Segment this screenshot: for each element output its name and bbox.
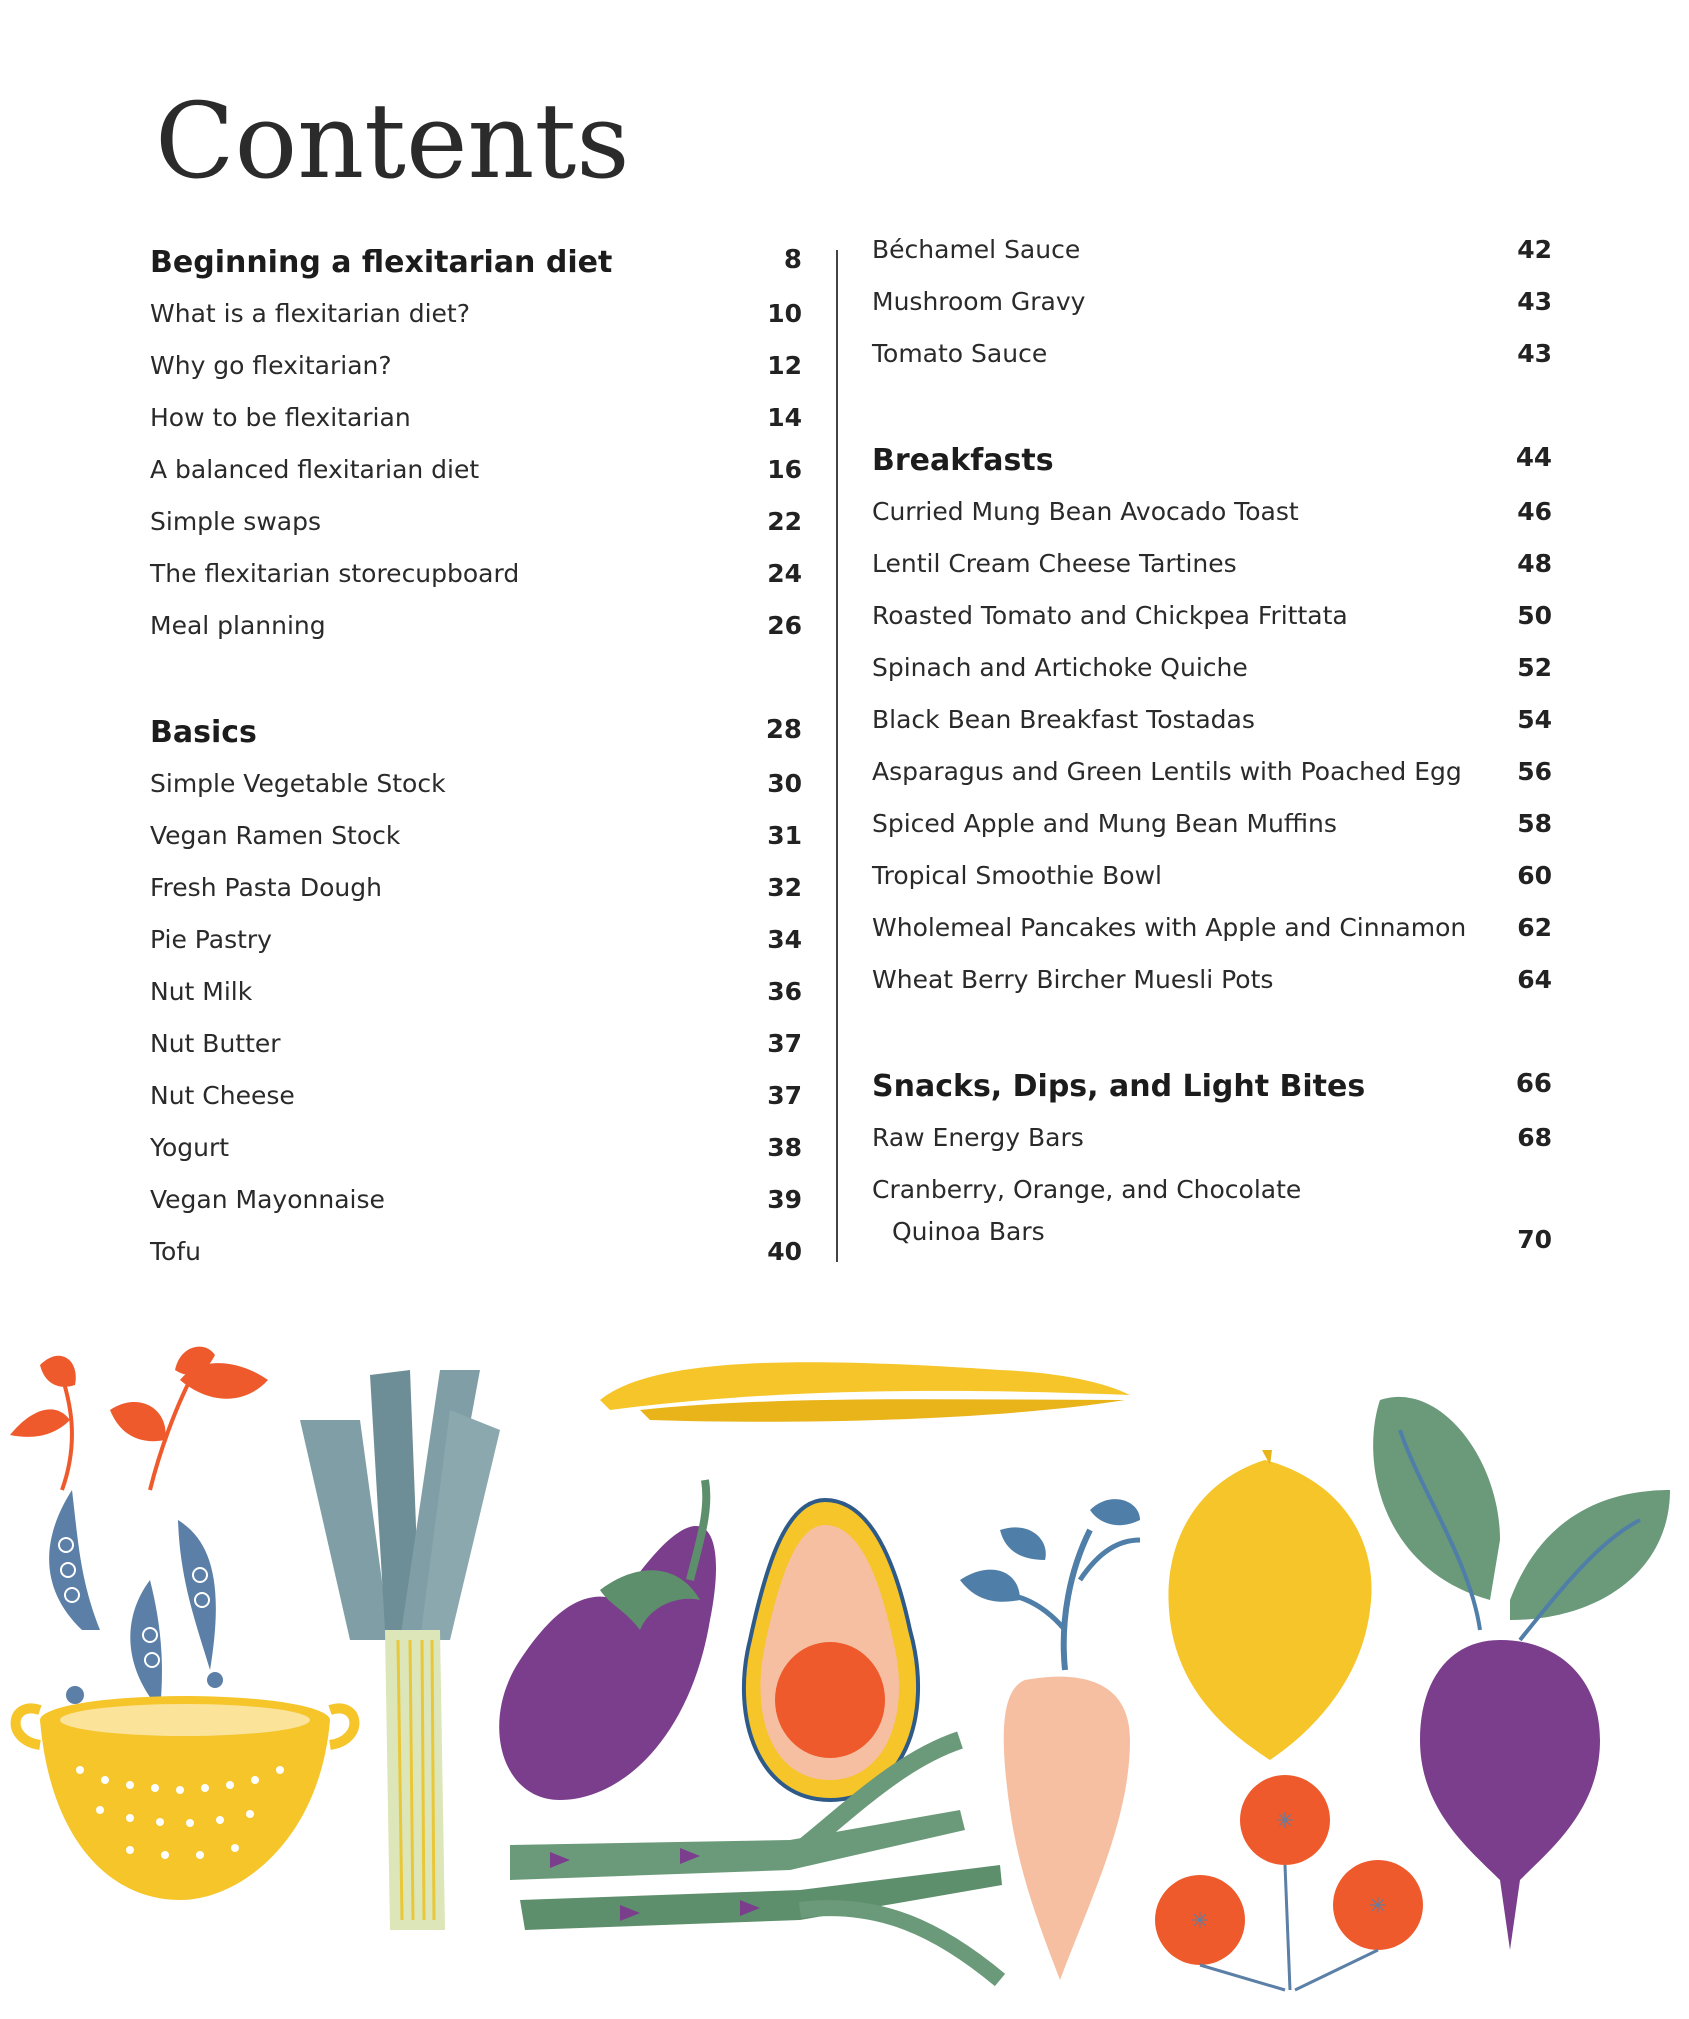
toc-entry[interactable]: Nut Butter 37 [150,1029,802,1058]
chard-sprig-icon [10,1347,268,1490]
page-title: Contents [155,80,630,202]
toc-section-heading[interactable]: Breakfasts 44 [872,443,1552,478]
toc-entry[interactable]: What is a flexitarian diet? 10 [150,299,802,328]
toc-entry[interactable]: Lentil Cream Cheese Tartines 48 [872,549,1552,578]
svg-text:✳: ✳ [1368,1894,1388,1919]
toc-entry[interactable]: Nut Milk 36 [150,977,802,1006]
toc-entry[interactable]: Meal planning 26 [150,611,802,640]
section-gap [150,663,802,715]
toc-right-column [872,235,1552,1271]
toc-entry[interactable]: Nut Cheese 37 [150,1081,802,1110]
lemon-icon [1168,1450,1371,1760]
column-divider [836,250,838,1262]
toc-entry[interactable]: Tropical Smoothie Bowl 60 [872,861,1552,890]
toc-entry[interactable]: Cranberry, Orange, and Chocolate Quinoa Bars 70 [872,1175,1552,1254]
toc-entry[interactable]: Vegan Mayonnaise 39 [150,1185,802,1214]
parsnip-icon [960,1499,1140,1980]
aubergine-icon [499,1480,716,1800]
tomato-icon [1155,1775,1423,1990]
toc-entry[interactable]: Fresh Pasta Dough 32 [150,873,802,902]
section-gap [872,1017,1552,1069]
svg-text:✳: ✳ [1190,1909,1210,1934]
toc-entry[interactable]: Curried Mung Bean Avocado Toast 46 [872,497,1552,526]
toc-entry[interactable]: Spinach and Artichoke Quiche 52 [872,653,1552,682]
colander-icon [16,1672,355,1900]
toc-section-heading[interactable]: Basics 28 [150,715,802,750]
vegetable-illustration [0,1340,1689,2019]
toc-entry[interactable]: A balanced flexitarian diet 16 [150,455,802,484]
toc-entry[interactable]: How to be flexitarian 14 [150,403,802,432]
toc-entry[interactable]: The flexitarian storecupboard 24 [150,559,802,588]
toc-entry[interactable]: Yogurt 38 [150,1133,802,1162]
toc-entry[interactable]: Simple swaps 22 [150,507,802,536]
leek-icon [300,1370,500,1930]
toc-section-heading[interactable]: Beginning a flexitarian diet 8 [150,245,802,280]
toc-left-column [150,245,802,1289]
toc-section-heading[interactable]: Snacks, Dips, and Light Bites 66 [872,1069,1552,1104]
toc-entry[interactable]: Tofu 40 [150,1237,802,1266]
toc-entry[interactable]: Tomato Sauce 43 [872,339,1552,368]
toc-entry[interactable]: Simple Vegetable Stock 30 [150,769,802,798]
beetroot-icon [1373,1397,1670,1950]
toc-entry[interactable]: Pie Pastry 34 [150,925,802,954]
toc-entry[interactable]: Raw Energy Bars 68 [872,1123,1552,1152]
peapod-icon [49,1490,216,1710]
toc-entry[interactable]: Wheat Berry Bircher Muesli Pots 64 [872,965,1552,994]
avocado-icon [744,1500,918,1800]
toc-entry[interactable]: Roasted Tomato and Chickpea Frittata 50 [872,601,1552,630]
toc-entry[interactable]: Asparagus and Green Lentils with Poached Egg 56 [872,757,1552,786]
toc-entry[interactable]: Spiced Apple and Mung Bean Muffins 58 [872,809,1552,838]
toc-entry[interactable]: Vegan Ramen Stock 31 [150,821,802,850]
green-bean-icon [600,1362,1130,1422]
toc-entry[interactable]: Why go flexitarian? 12 [150,351,802,380]
toc-entry[interactable]: Black Bean Breakfast Tostadas 54 [872,705,1552,734]
toc-entry[interactable]: Béchamel Sauce 42 [872,235,1552,264]
toc-entry[interactable]: Mushroom Gravy 43 [872,287,1552,316]
toc-entry[interactable]: Wholemeal Pancakes with Apple and Cinnamon 62 [872,913,1552,942]
svg-text:✳: ✳ [1275,1809,1295,1834]
section-gap [872,391,1552,443]
